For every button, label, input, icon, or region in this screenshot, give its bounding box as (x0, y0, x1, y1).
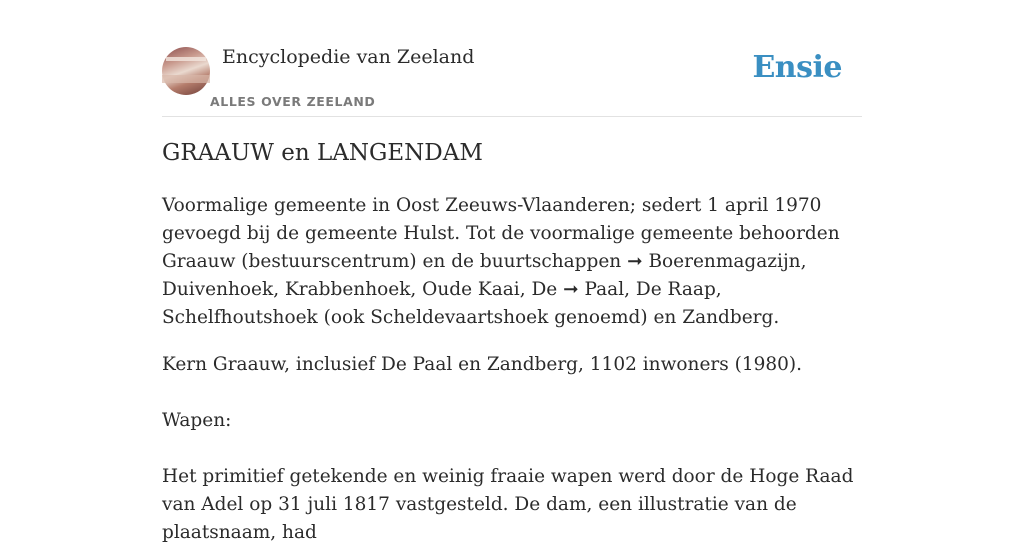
site-subtitle: ALLES OVER ZEELAND (210, 94, 376, 109)
article-title: GRAAUW en LANGENDAM (162, 140, 483, 166)
article-paragraph: Het primitief getekende en weinig fraaie wapen werd door de Hoge Raad van Adel op 31 juli 1817 vastgesteld. De dam, een illustratie van de plaatsnaam, had (162, 466, 854, 543)
site-title-link[interactable]: Encyclopedie van Zeeland (222, 46, 475, 68)
article-paragraph: Kern Graauw, inclusief De Paal en Zandberg, 1102 inwoners (1980). (162, 354, 803, 375)
avatar-detail (166, 57, 206, 61)
brand-logo-link[interactable]: Ensie (752, 50, 842, 85)
article-paragraph: Voormalige gemeente in Oost Zeeuws-Vlaanderen; sedert 1 april 1970 gevoegd bij de gemeente Hulst. Tot de voormalige gemeente behoorden Graauw (bestuurscentrum) en de buurtschappen ➞ Boerenmagazijn, Duivenhoek, Krabbenhoek, Oude Kaai, De ➞ Paal, De Raap, Schelfhoutshoek (ook Scheldevaartshoek genoemd) en Zandberg. (162, 195, 840, 328)
site-header (162, 0, 862, 117)
article-paragraph: Wapen: (162, 410, 232, 431)
page-container (162, 0, 862, 543)
avatar-detail (162, 75, 210, 83)
site-avatar[interactable] (162, 47, 210, 95)
